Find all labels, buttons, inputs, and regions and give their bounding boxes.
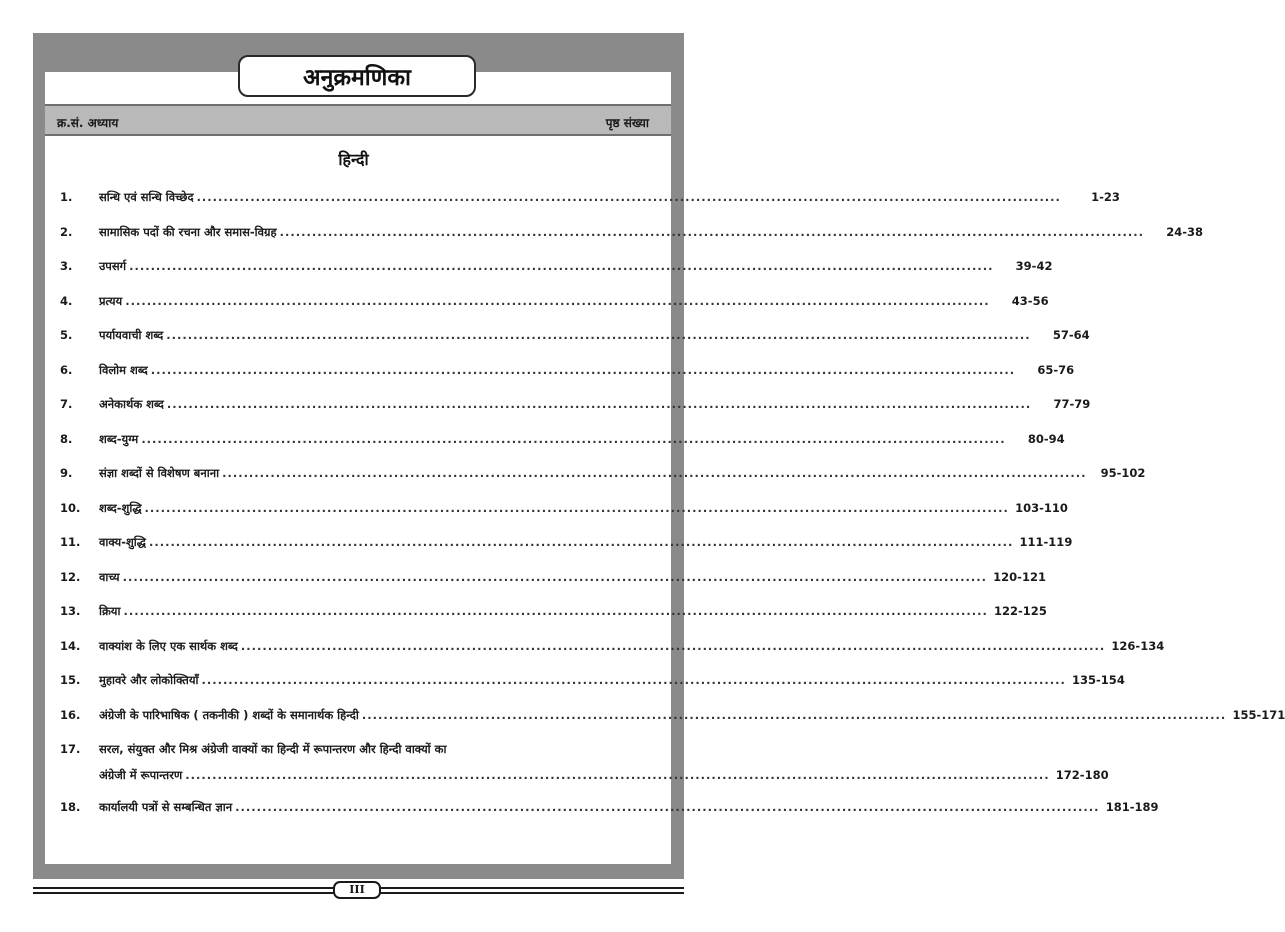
- entry-title: अंग्रेजी के पारिभाषिक ( तकनीकी ) शब्दों के समानार्थक हिन्दी: [99, 707, 359, 722]
- entry-title: सामासिक पदों की रचना और समास-विग्रह: [99, 224, 277, 239]
- entry-number: 16.: [60, 707, 81, 722]
- page-title: अनुक्रमणिका: [238, 55, 476, 97]
- entry-pages: 95-102: [1100, 466, 1146, 480]
- entry-pages: 120-121: [993, 569, 1046, 584]
- page-number-badge: III: [333, 881, 381, 899]
- toc-header-bar: [45, 104, 671, 136]
- entry-number: 17.: [60, 742, 81, 756]
- toc-list: [60, 181, 1285, 826]
- entry-title: प्रत्यय: [99, 293, 123, 308]
- toc-entry[interactable]: [60, 319, 1090, 354]
- entry-number: 9.: [60, 466, 73, 480]
- toc-entry[interactable]: [60, 492, 1068, 527]
- toc-entry[interactable]: [60, 664, 1125, 699]
- entry-number: 5.: [60, 328, 73, 342]
- toc-entry[interactable]: [60, 699, 1285, 734]
- entry-title: उपसर्ग: [99, 259, 127, 273]
- entry-pages: 1-23: [1091, 190, 1120, 204]
- toc-entry[interactable]: [60, 250, 1053, 285]
- entry-number: 14.: [60, 638, 81, 653]
- toc-entry[interactable]: [60, 423, 1065, 458]
- section-heading: हिन्दी: [338, 150, 369, 169]
- entry-title: विलोम शब्द: [99, 362, 148, 377]
- entry-number: 3.: [60, 259, 73, 273]
- entry-pages: 111-119: [1019, 535, 1073, 549]
- dot-leader: .................................................................................................................................................................: [166, 328, 1031, 342]
- header-page-number-label: पृष्ठ संख्या: [605, 116, 649, 130]
- entry-title-line1: सरल, संयुक्त और मिश्र अंग्रेजी वाक्यों का हिन्दी में रूपान्तरण और हिन्दी वाक्यों का: [99, 742, 447, 756]
- dot-leader: .................................................................................................................................................................: [185, 768, 1050, 782]
- entry-number: 1.: [60, 190, 73, 204]
- dot-leader: .................................................................................................................................................................: [196, 190, 1061, 204]
- dot-leader: .................................................................................................................................................................: [141, 431, 1006, 446]
- dot-leader: .................................................................................................................................................................: [148, 535, 1014, 549]
- entry-pages: 43-56: [1011, 293, 1049, 308]
- dot-leader: .................................................................................................................................................................: [361, 707, 1227, 722]
- entry-number: 12.: [60, 569, 81, 584]
- dot-leader: .................................................................................................................................................................: [166, 397, 1032, 411]
- toc-entry[interactable]: [60, 630, 1165, 665]
- toc-entry[interactable]: [60, 181, 1120, 216]
- dot-leader: .................................................................................................................................................................: [129, 259, 994, 273]
- dot-leader: .................................................................................................................................................................: [123, 604, 988, 618]
- toc-entry[interactable]: [60, 595, 1047, 630]
- entry-pages: 172-180: [1055, 768, 1109, 782]
- toc-entry[interactable]: [60, 388, 1091, 423]
- entry-pages: 155-171: [1232, 707, 1285, 722]
- toc-entry[interactable]: [60, 526, 1073, 561]
- dot-leader: .................................................................................................................................................................: [144, 500, 1009, 515]
- entry-title: शब्द-शुद्धि: [99, 500, 142, 515]
- toc-entry[interactable]: [60, 216, 1203, 251]
- entry-number: 15.: [60, 673, 81, 687]
- toc-entry[interactable]: [60, 457, 1146, 492]
- entry-title: अंग्रेजी में रूपान्तरण: [99, 768, 183, 782]
- entry-title: पर्यायवाची शब्द: [99, 328, 164, 342]
- entry-title: क्रिया: [99, 604, 121, 618]
- entry-title: मुहावरे और लोकोक्तियाँ: [99, 673, 199, 687]
- entry-number: 11.: [60, 535, 81, 549]
- entry-pages: 77-79: [1053, 397, 1091, 411]
- dot-leader: .................................................................................................................................................................: [279, 224, 1144, 239]
- entry-number: 2.: [60, 224, 73, 239]
- entry-title: अनेकार्थक शब्द: [99, 397, 164, 411]
- entry-title: वाक्यांश के लिए एक सार्थक शब्द: [99, 638, 238, 653]
- entry-pages: 122-125: [994, 604, 1047, 618]
- entry-number: 8.: [60, 431, 73, 446]
- dot-leader: .................................................................................................................................................................: [235, 800, 1100, 814]
- toc-entry[interactable]: [60, 354, 1075, 389]
- dot-leader: .................................................................................................................................................................: [240, 638, 1106, 653]
- entry-number: 10.: [60, 500, 81, 515]
- dot-leader: .................................................................................................................................................................: [122, 569, 987, 584]
- toc-entry[interactable]: [60, 561, 1046, 596]
- dot-leader: .................................................................................................................................................................: [222, 466, 1087, 480]
- entry-pages: 80-94: [1027, 431, 1065, 446]
- entry-title: शब्द-युग्म: [99, 431, 139, 446]
- dot-leader: .................................................................................................................................................................: [150, 362, 1016, 377]
- entry-number: 6.: [60, 362, 73, 377]
- entry-number: 18.: [60, 800, 81, 814]
- entry-title: वाच्य: [99, 569, 120, 584]
- entry-pages: 57-64: [1052, 328, 1090, 342]
- dot-leader: .................................................................................................................................................................: [125, 293, 990, 308]
- entry-title: संज्ञा शब्दों से विशेषण बनाना: [99, 466, 220, 480]
- entry-pages: 181-189: [1105, 800, 1159, 814]
- toc-entry[interactable]: [60, 733, 1109, 791]
- toc-entry[interactable]: [60, 285, 1049, 320]
- entry-number: 13.: [60, 604, 81, 618]
- entry-title: सन्धि एवं सन्धि विच्छेद: [99, 190, 194, 204]
- header-serial-chapter-label: क्र.सं. अध्याय: [57, 116, 119, 130]
- entry-pages: 24-38: [1166, 224, 1203, 239]
- toc-entry[interactable]: [60, 791, 1159, 826]
- entry-number: 7.: [60, 397, 73, 411]
- entry-number: 4.: [60, 293, 73, 308]
- entry-pages: 103-110: [1015, 500, 1068, 515]
- entry-title: वाक्य-शुद्धि: [99, 535, 146, 549]
- entry-pages: 39-42: [1015, 259, 1053, 273]
- dot-leader: .................................................................................................................................................................: [201, 673, 1066, 687]
- entry-pages: 65-76: [1037, 362, 1075, 377]
- entry-pages: 135-154: [1072, 673, 1125, 687]
- entry-pages: 126-134: [1111, 638, 1165, 653]
- entry-title: कार्यालयी पत्रों से सम्बन्धित ज्ञान: [99, 800, 233, 814]
